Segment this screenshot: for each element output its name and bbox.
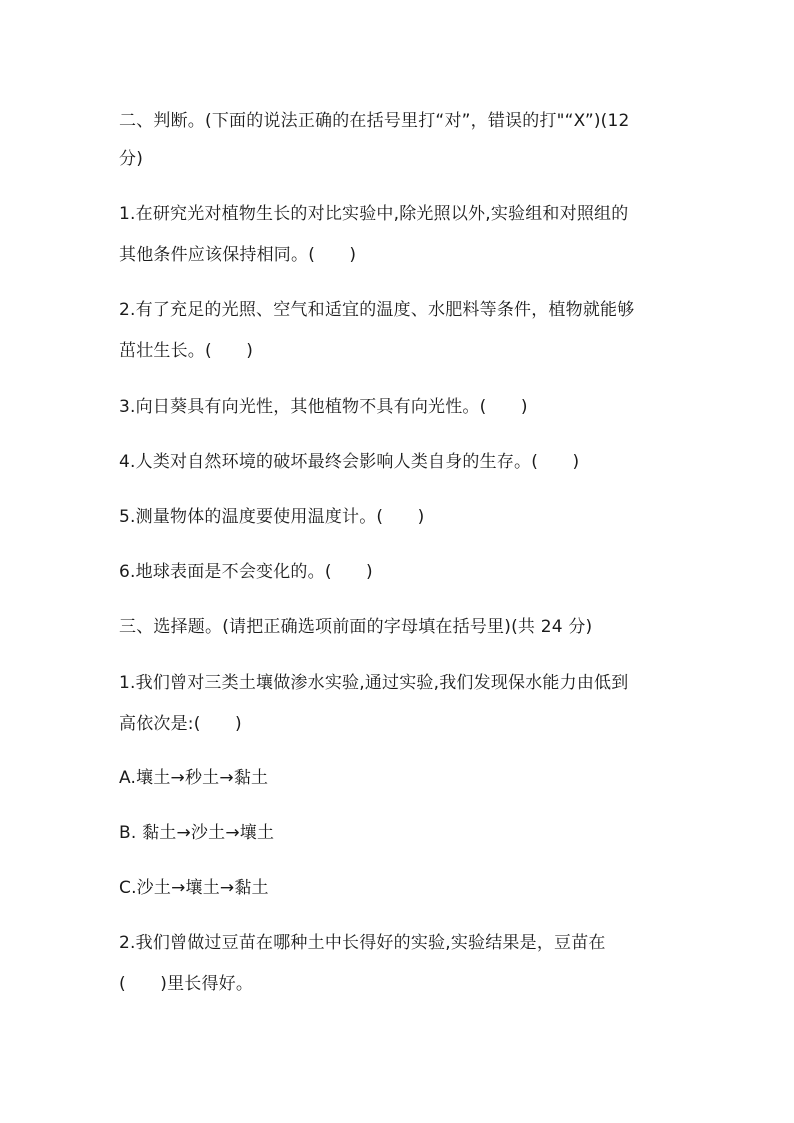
section-3-heading: 三、选择题。(请把正确选项前面的字母填在括号里)(共 24 分) xyxy=(119,617,593,637)
judgment-item-2-continued: 茁壮生长。( ) xyxy=(119,341,254,361)
choice-option-c: C.沙土→壤土→黏土 xyxy=(119,878,269,898)
judgment-item-1: 1.在研究光对植物生长的对比实验中,除光照以外,实验组和对照组的 xyxy=(119,204,629,224)
section-2-heading: 二、判断。(下面的说法正确的在括号里打“对”，错误的打"“X”)(12 xyxy=(119,111,630,131)
choice-option-b: B. 黏土→沙土→壤土 xyxy=(119,823,275,843)
section-2-heading-continued: 分) xyxy=(119,149,144,169)
judgment-item-4: 4.人类对自然环境的破坏最终会影响人类自身的生存。( ) xyxy=(119,452,580,472)
judgment-item-6: 6.地球表面是不会变化的。( ) xyxy=(119,562,373,582)
choice-question-1-continued: 高依次是:( ) xyxy=(119,714,242,734)
judgment-item-2: 2.有了充足的光照、空气和适宜的温度、水肥料等条件，植物就能够 xyxy=(119,300,635,320)
choice-option-a: A.壤土→秒土→黏土 xyxy=(119,768,269,788)
judgment-item-5: 5.测量物体的温度要使用温度计。( ) xyxy=(119,507,425,527)
choice-question-2: 2.我们曾做过豆苗在哪种土中长得好的实验,实验结果是，豆苗在 xyxy=(119,933,606,953)
judgment-item-1-continued: 其他条件应该保持相同。( ) xyxy=(119,245,357,265)
choice-question-2-continued: ( )里长得好。 xyxy=(119,974,254,994)
judgment-item-3: 3.向日葵具有向光性，其他植物不具有向光性。( ) xyxy=(119,397,528,417)
choice-question-1: 1.我们曾对三类土壤做渗水实验,通过实验,我们发现保水能力由低到 xyxy=(119,673,629,693)
